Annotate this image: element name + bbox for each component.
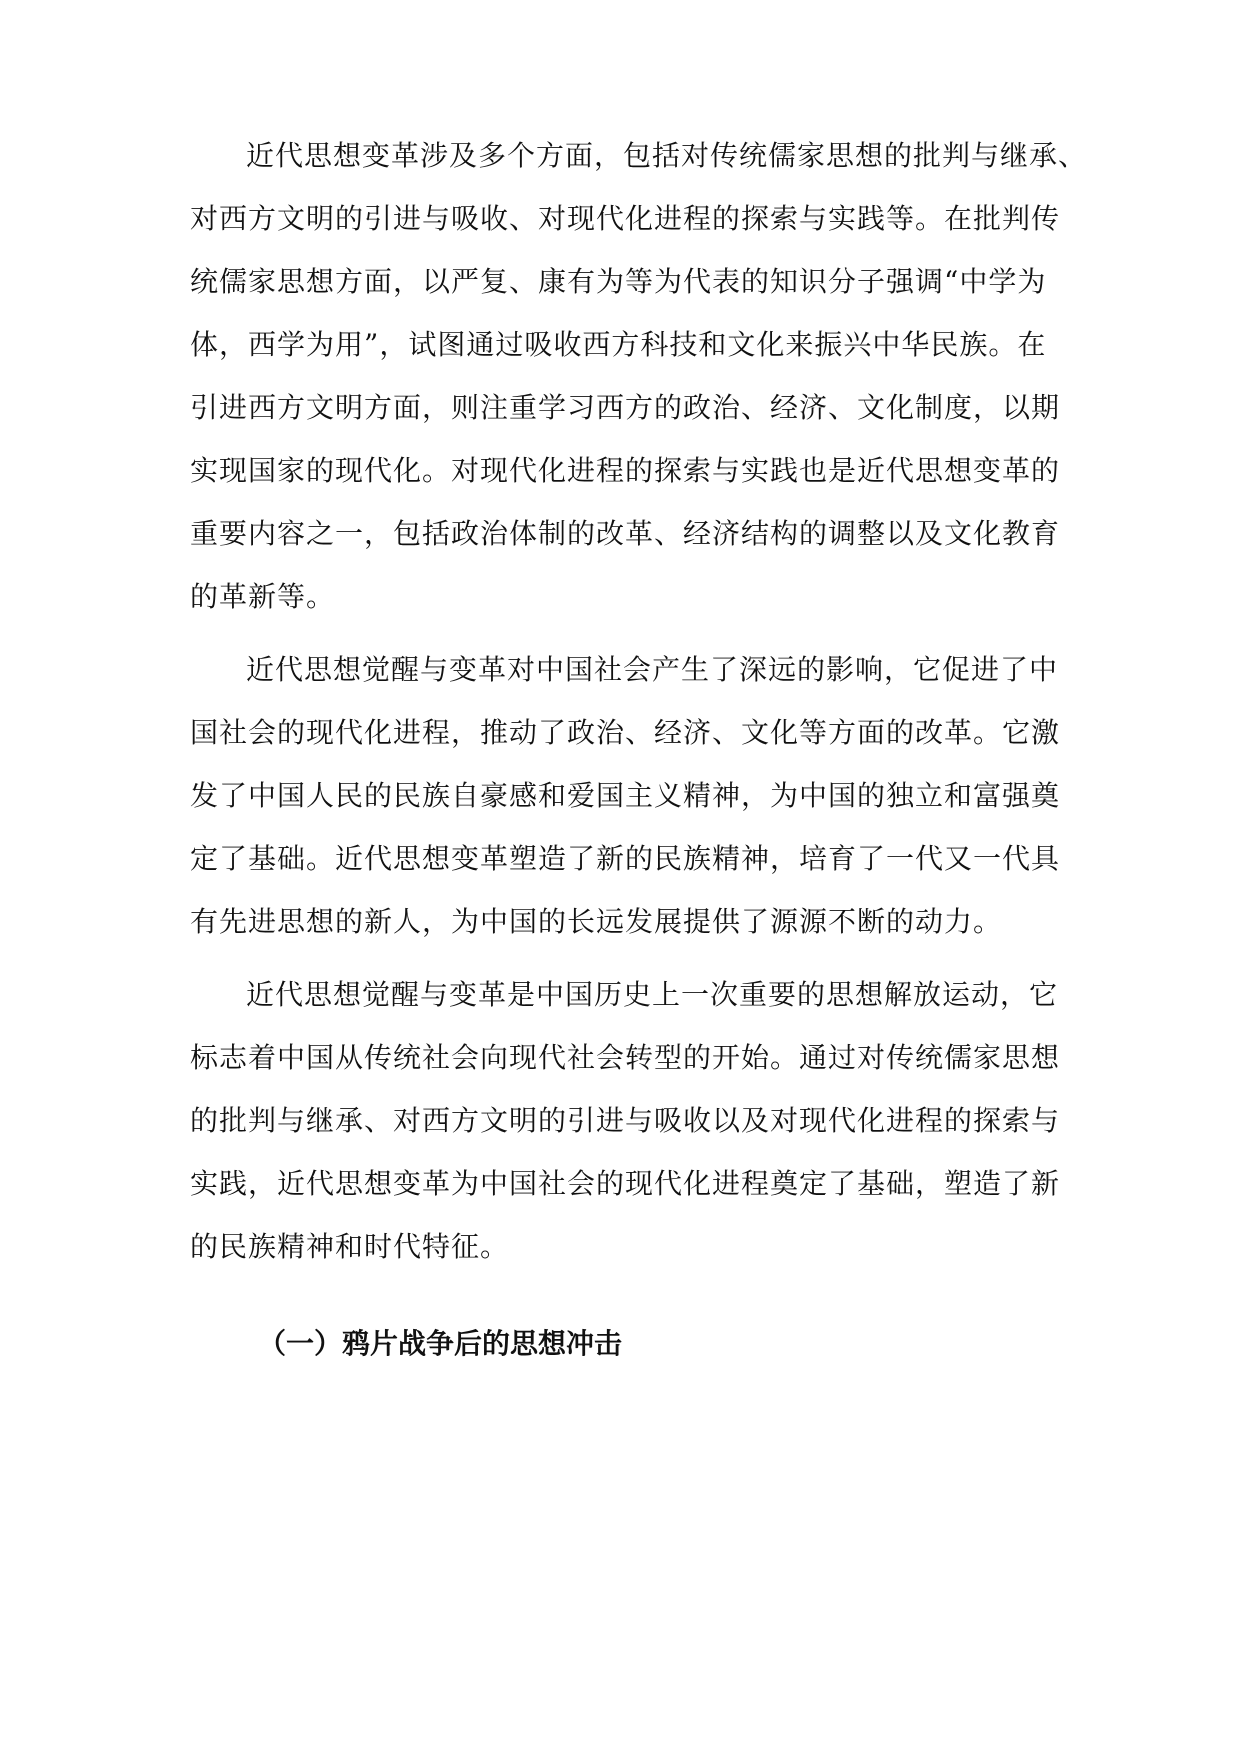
paragraph-1-line-1: 近代思想变革涉及多个方面，包括对传统儒家思想的批判与继承、 xyxy=(246,139,1088,172)
paragraph-1-line-5: 引进西方文明方面，则注重学习西方的政治、经济、文化制度，以期 xyxy=(190,391,1061,424)
section-heading: （一）鸦片战争后的思想冲击 xyxy=(258,1327,623,1360)
paragraph-1-line-3: 统儒家思想方面，以严复、康有为等为代表的知识分子强调“中学为 xyxy=(190,265,1047,298)
paragraph-3-line-4: 实践，近代思想变革为中国社会的现代化进程奠定了基础，塑造了新 xyxy=(190,1167,1061,1200)
paragraph-1-line-4: 体，西学为用”，试图通过吸收西方科技和文化来振兴中华民族。在 xyxy=(190,328,1047,361)
paragraph-2-line-4: 定了基础。近代思想变革塑造了新的民族精神，培育了一代又一代具 xyxy=(190,842,1061,875)
paragraph-1-line-8: 的革新等。 xyxy=(190,580,336,613)
paragraph-1-line-6: 实现国家的现代化。对现代化进程的探索与实践也是近代思想变革的 xyxy=(190,454,1061,487)
paragraph-3-line-2: 标志着中国从传统社会向现代社会转型的开始。通过对传统儒家思想 xyxy=(190,1041,1061,1074)
paragraph-3-line-5: 的民族精神和时代特征。 xyxy=(190,1230,510,1263)
paragraph-2-line-3: 发了中国人民的民族自豪感和爱国主义精神，为中国的独立和富强奠 xyxy=(190,779,1061,812)
paragraph-3-line-1: 近代思想觉醒与变革是中国历史上一次重要的思想解放运动，它 xyxy=(246,978,1059,1011)
paragraph-1-line-7: 重要内容之一，包括政治体制的改革、经济结构的调整以及文化教育 xyxy=(190,517,1061,550)
paragraph-1-line-2: 对西方文明的引进与吸收、对现代化进程的探索与实践等。在批判传 xyxy=(190,202,1061,235)
paragraph-2-line-5: 有先进思想的新人，为中国的长远发展提供了源源不断的动力。 xyxy=(190,905,1003,938)
paragraph-2-line-2: 国社会的现代化进程，推动了政治、经济、文化等方面的改革。它激 xyxy=(190,716,1061,749)
paragraph-3-line-3: 的批判与继承、对西方文明的引进与吸收以及对现代化进程的探索与 xyxy=(190,1104,1061,1137)
paragraph-2-line-1: 近代思想觉醒与变革对中国社会产生了深远的影响，它促进了中 xyxy=(246,653,1059,686)
